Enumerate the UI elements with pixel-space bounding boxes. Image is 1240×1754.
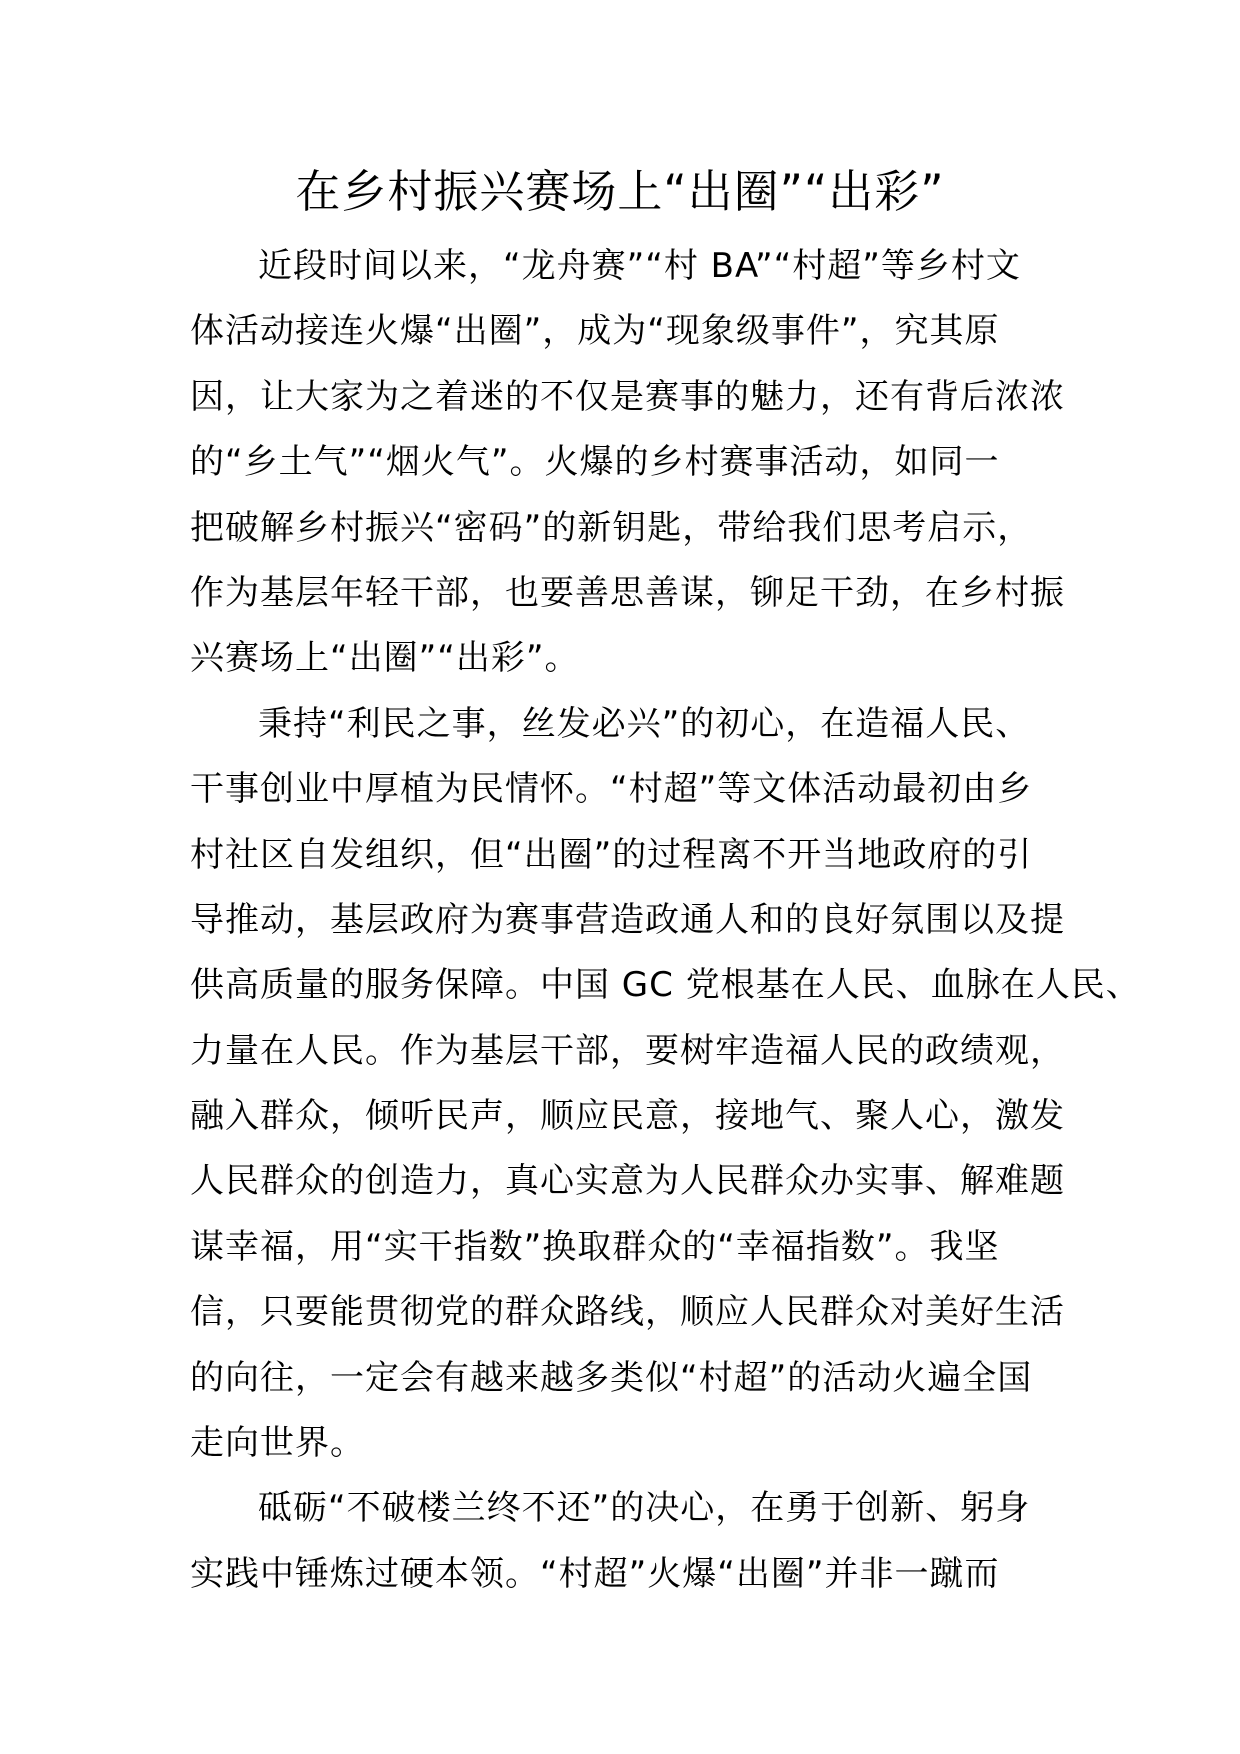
text-line: 供高质量的服务保障。中国 GC 党根基在人民、血脉在人民、 <box>190 965 1141 1006</box>
text-line: 砥砺“不破楼兰终不还”的决心，在勇于创新、躬身 <box>258 1488 1031 1529</box>
text-line: 走向世界。 <box>190 1423 365 1464</box>
text-line: 干事创业中厚植为民情怀。“村超”等文体活动最初由乡 <box>190 769 1033 810</box>
text-line: 兴赛场上“出圈”“出彩”。 <box>190 638 580 679</box>
text-line: 力量在人民。作为基层干部，要树牢造福人民的政绩观， <box>190 1030 1065 1071</box>
text-line: 把破解乡村振兴“密码”的新钥匙，带给我们思考启示， <box>190 507 1033 548</box>
text-line: 融入群众，倾听民声，顺应民意，接地气、聚人心，激发 <box>190 1096 1065 1137</box>
text-line: 秉持“利民之事，丝发必兴”的初心，在造福人民、 <box>258 703 1031 744</box>
text-line: 导推动，基层政府为赛事营造政通人和的良好氛围以及提 <box>190 899 1065 940</box>
text-line: 的“乡土气”“烟火气”。火爆的乡村赛事活动，如同一 <box>190 442 1000 483</box>
text-line: 近段时间以来，“龙舟赛”“村 BA”“村超”等乡村文 <box>258 246 1021 286</box>
document-body <box>190 234 1141 1607</box>
text-line: 因，让大家为之着迷的不仅是赛事的魅力，还有背后浓浓 <box>190 376 1065 417</box>
text-line: 谋幸福，用“实干指数”换取群众的“幸福指数”。我坚 <box>190 1226 1000 1267</box>
text-line: 体活动接连火爆“出圈”，成为“现象级事件”，究其原 <box>190 311 1000 352</box>
text-line: 的向往，一定会有越来越多类似“村超”的活动火遍全国 <box>190 1357 1033 1398</box>
document-title: 在乡村振兴赛场上“出圈”“出彩” <box>295 165 945 218</box>
text-line: 作为基层年轻干部，也要善思善谋，铆足干劲，在乡村振 <box>190 572 1065 613</box>
text-line: 村社区自发组织，但“出圈”的过程离不开当地政府的引 <box>190 834 1033 875</box>
text-line: 实践中锤炼过硬本领。“村超”火爆“出圈”并非一蹴而 <box>190 1553 1000 1594</box>
text-line: 信，只要能贯彻党的群众路线，顺应人民群众对美好生活 <box>190 1292 1065 1333</box>
text-line: 人民群众的创造力，真心实意为人民群众办实事、解难题 <box>190 1161 1065 1202</box>
